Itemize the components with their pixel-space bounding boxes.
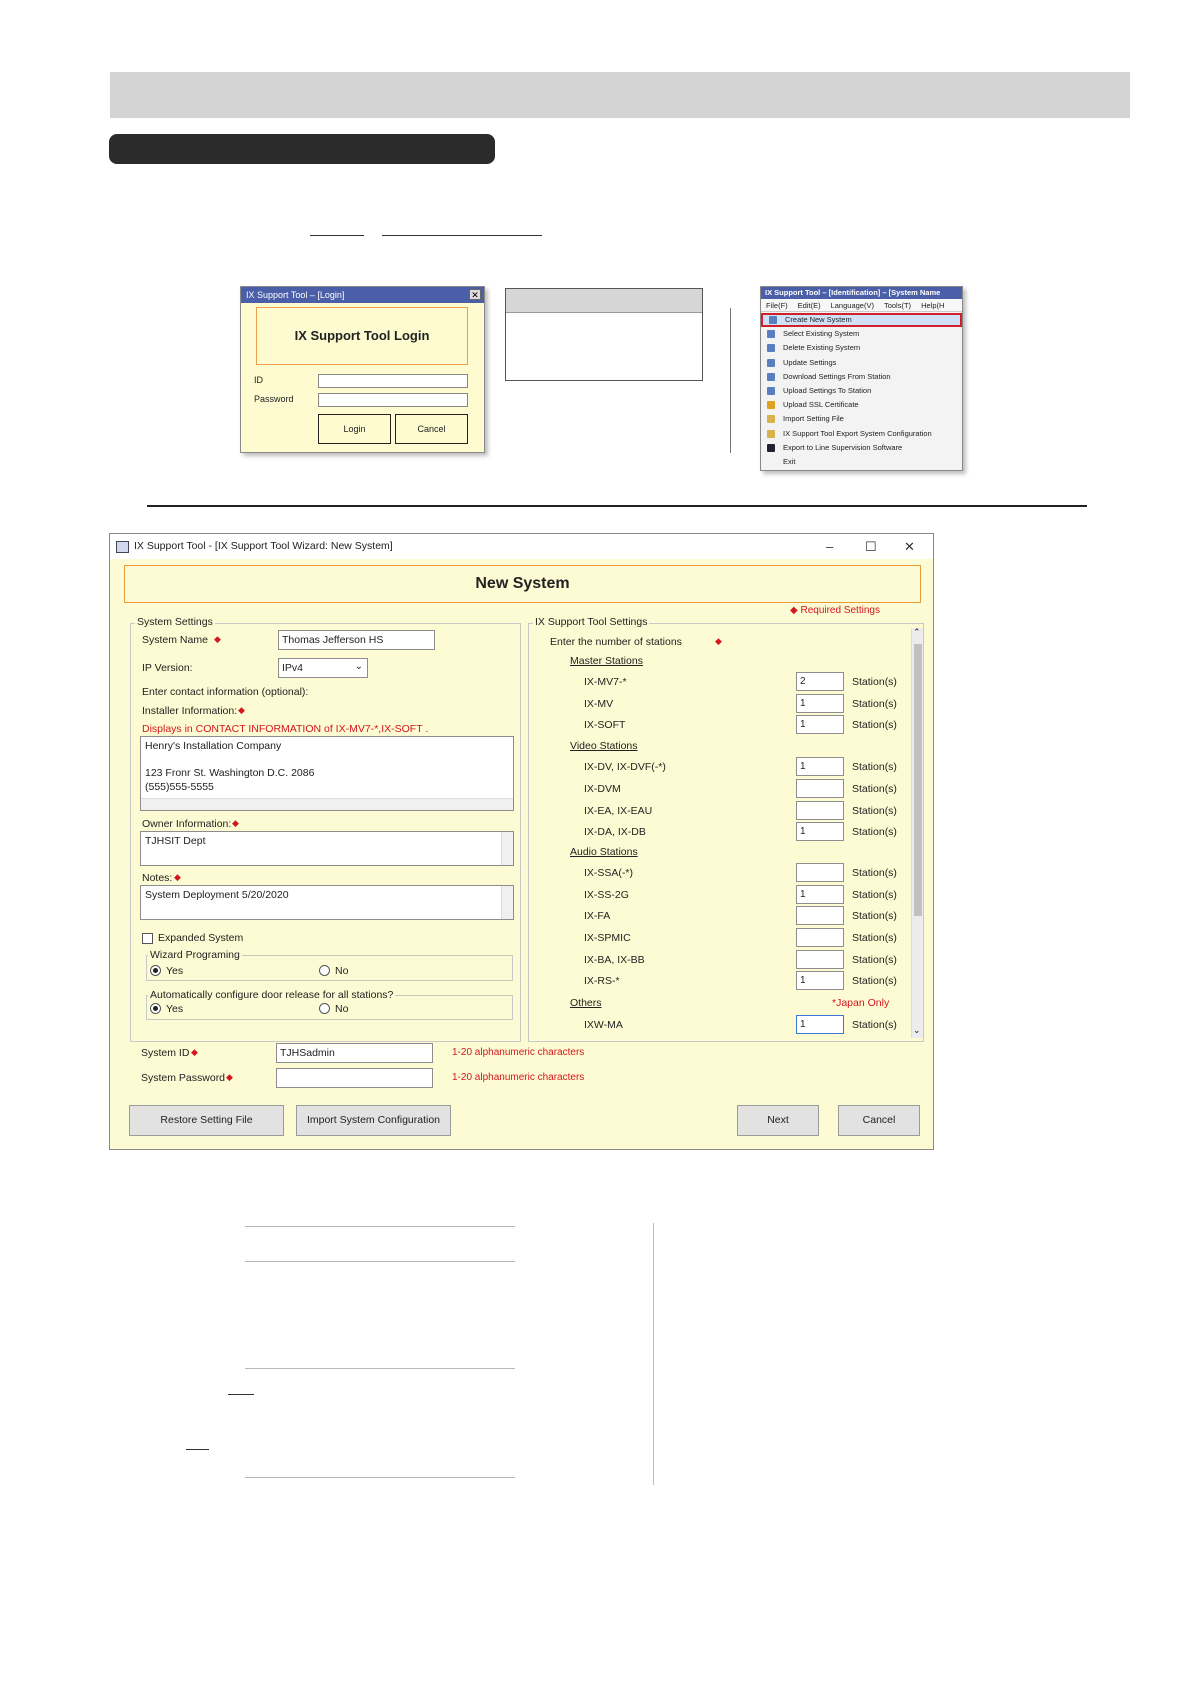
new-system-icon <box>769 316 777 324</box>
station-name: IX-DVM <box>584 783 621 795</box>
master-stations-header: Master Stations <box>570 655 643 667</box>
station-name: IX-RS-* <box>584 975 620 987</box>
table-rule <box>245 1226 515 1227</box>
exit-icon <box>767 458 775 466</box>
expanded-system-checkbox[interactable] <box>142 933 153 944</box>
expanded-system-label: Expanded System <box>158 932 244 944</box>
chevron-down-icon: ⌄ <box>354 661 363 672</box>
required-marker: ◆ <box>174 872 181 882</box>
menu-file[interactable]: File(F) <box>766 301 788 310</box>
underline-mark <box>310 235 364 236</box>
station-unit: Station(s) <box>852 719 897 731</box>
station-count-input[interactable]: 1 <box>796 1015 844 1034</box>
system-password-hint: 1-20 alphanumeric characters <box>452 1072 585 1083</box>
station-unit: Station(s) <box>852 761 897 773</box>
blank-panel-header <box>506 289 702 313</box>
door-release-no-radio[interactable] <box>319 1003 330 1014</box>
id-label: ID <box>254 375 263 385</box>
scroll-down-icon[interactable]: ⌄ <box>913 1025 921 1035</box>
menu-item-export-line-supervision[interactable]: Export to Line Supervision Software <box>761 441 962 455</box>
required-settings-note: ◆ Required Settings <box>790 605 880 616</box>
station-count-input[interactable] <box>796 906 844 925</box>
video-stations-header: Video Stations <box>570 740 638 752</box>
installer-info-textarea[interactable]: Henry's Installation Company 123 Fronr St. Washington D.C. 2086 (555)555-5555 <box>140 736 514 811</box>
menu-tools[interactable]: Tools(T) <box>883 301 912 310</box>
system-password-input[interactable] <box>276 1068 433 1088</box>
station-count-input[interactable]: 1 <box>796 757 844 776</box>
vertical-scrollbar[interactable] <box>501 886 513 919</box>
station-count-input[interactable]: 1 <box>796 715 844 734</box>
vertical-scrollbar[interactable] <box>501 832 513 865</box>
next-button[interactable]: Next <box>737 1105 819 1136</box>
contact-prompt: Enter contact information (optional): <box>142 686 309 698</box>
station-count-input[interactable]: 1 <box>796 971 844 990</box>
yes-label: Yes <box>166 965 184 977</box>
tool-settings-label: IX Support Tool Settings <box>535 616 648 628</box>
station-name: IX-DV, IX-DVF(-*) <box>584 761 666 773</box>
station-name: IXW-MA <box>584 1019 623 1031</box>
required-marker: ◆ <box>191 1047 198 1057</box>
station-unit: Station(s) <box>852 698 897 710</box>
station-unit: Station(s) <box>852 889 897 901</box>
station-unit: Station(s) <box>852 910 897 922</box>
notes-textarea[interactable]: System Deployment 5/20/2020 <box>140 885 514 920</box>
no-label: No <box>335 1003 349 1015</box>
no-label: No <box>335 965 349 977</box>
wizard-titlebar <box>110 534 933 559</box>
section-rule <box>147 505 1087 507</box>
wizard-programing-yes-radio[interactable] <box>150 965 161 976</box>
menu-item-create-new-system[interactable]: Create New System <box>761 313 962 327</box>
ip-version-label: IP Version: <box>142 662 193 674</box>
save-icon <box>767 359 775 367</box>
station-name: IX-FA <box>584 910 611 922</box>
login-button[interactable]: Login <box>318 414 391 444</box>
yes-label: Yes <box>166 1003 184 1015</box>
horizontal-scrollbar[interactable] <box>141 798 513 810</box>
installer-label: Installer Information: <box>142 705 238 717</box>
station-unit: Station(s) <box>852 932 897 944</box>
station-name: IX-SOFT <box>584 719 626 731</box>
blank-panel <box>505 288 703 381</box>
others-header: Others <box>570 997 602 1009</box>
minimize-icon[interactable]: – <box>826 539 834 554</box>
station-name: IX-MV7-* <box>584 676 627 688</box>
station-name: IX-SSA(-*) <box>584 867 634 879</box>
station-name: IX-EA, IX-EAU <box>584 805 653 817</box>
required-marker: ◆ <box>232 818 239 828</box>
owner-label: Owner Information: <box>142 818 232 830</box>
password-input[interactable] <box>318 393 468 407</box>
system-password-label: System Password <box>141 1072 226 1084</box>
upload-icon <box>767 387 775 395</box>
download-icon <box>767 373 775 381</box>
station-unit: Station(s) <box>852 676 897 688</box>
station-count-input[interactable]: 2 <box>796 672 844 691</box>
password-label: Password <box>254 394 294 404</box>
table-rule <box>245 1261 515 1262</box>
cancel-button[interactable]: Cancel <box>838 1105 920 1136</box>
underline-mark <box>228 1394 254 1395</box>
station-unit: Station(s) <box>852 867 897 879</box>
station-name: IX-BA, IX-BB <box>584 954 645 966</box>
wizard-programing-label: Wizard Programing <box>150 949 240 961</box>
menu-item-import-setting-file[interactable]: Import Setting File <box>761 412 962 426</box>
japan-only-note: *Japan Only <box>832 997 890 1009</box>
export-icon <box>767 444 775 452</box>
login-dialog <box>240 286 485 453</box>
table-rule <box>245 1477 515 1478</box>
login-titlebar <box>241 287 484 303</box>
menu-edit[interactable]: Edit(E) <box>797 301 821 310</box>
installer-hint: Displays in CONTACT INFORMATION of IX-MV7-*,IX-SOFT . <box>142 723 429 735</box>
station-name: IX-DA, IX-DB <box>584 826 646 838</box>
station-count-input[interactable] <box>796 928 844 947</box>
id-input[interactable] <box>318 374 468 388</box>
cancel-button[interactable]: Cancel <box>395 414 468 444</box>
divider <box>730 308 731 453</box>
door-release-label: Automatically configure door release for all stations? <box>150 989 394 1001</box>
delete-icon <box>767 344 775 352</box>
required-marker: ◆ <box>226 1072 233 1082</box>
app-icon <box>116 541 129 553</box>
ip-version-select[interactable]: IPv4 ⌄ <box>278 658 368 678</box>
station-name: IX-SS-2G <box>584 889 629 901</box>
station-count-input[interactable] <box>796 779 844 798</box>
station-name: IX-MV <box>584 698 614 710</box>
system-id-input[interactable]: TJHSadmin <box>276 1043 433 1063</box>
menu-item-upload-settings[interactable]: Upload Settings To Station <box>761 384 962 398</box>
section-heading-pill <box>109 134 495 164</box>
close-icon[interactable]: ✕ <box>469 289 481 300</box>
wizard-banner: New System <box>124 565 921 603</box>
export-icon <box>767 430 775 438</box>
station-unit: Station(s) <box>852 805 897 817</box>
station-count-input[interactable]: 1 <box>796 822 844 841</box>
station-count-input[interactable] <box>796 801 844 820</box>
scrollbar-thumb[interactable] <box>914 644 922 916</box>
audio-stations-header: Audio Stations <box>570 846 638 858</box>
required-marker: ◆ <box>214 634 221 644</box>
restore-setting-file-button[interactable]: Restore Setting File <box>129 1105 284 1136</box>
file-menu-titlebar: IX Support Tool – [Identification] – [System Name <box>761 287 962 299</box>
station-count-input[interactable]: 1 <box>796 694 844 713</box>
menubar <box>761 299 962 312</box>
menu-item-download-settings[interactable]: Download Settings From Station <box>761 370 962 384</box>
wizard-title: IX Support Tool - [IX Support Tool Wizard: New System] <box>134 540 393 552</box>
menu-help[interactable]: Help(H <box>921 301 945 310</box>
required-marker: ◆ <box>715 636 722 646</box>
station-unit: Station(s) <box>852 954 897 966</box>
header-band <box>110 72 1130 118</box>
stations-prompt: Enter the number of stations <box>550 636 682 648</box>
file-menu-items <box>761 312 962 469</box>
station-count-input[interactable] <box>796 863 844 882</box>
import-system-configuration-button[interactable]: Import System Configuration <box>296 1105 451 1136</box>
login-heading: IX Support Tool Login <box>256 307 468 365</box>
underline-mark <box>382 235 542 236</box>
door-release-yes-radio[interactable] <box>150 1003 161 1014</box>
menu-language[interactable]: Language(V) <box>830 301 874 310</box>
system-name-input[interactable]: Thomas Jefferson HS <box>278 630 435 650</box>
station-unit: Station(s) <box>852 783 897 795</box>
close-icon[interactable]: ✕ <box>904 539 915 554</box>
wizard-programing-no-radio[interactable] <box>319 965 330 976</box>
station-name: IX-SPMIC <box>584 932 631 944</box>
login-title: IX Support Tool – [Login] <box>246 290 345 300</box>
owner-info-textarea[interactable]: TJHSIT Dept <box>140 831 514 866</box>
scroll-up-icon[interactable]: ⌃ <box>913 627 921 637</box>
system-settings-label: System Settings <box>137 616 213 628</box>
station-unit: Station(s) <box>852 826 897 838</box>
menu-item-upload-ssl[interactable]: Upload SSL Certificate <box>761 398 962 412</box>
system-name-label: System Name <box>142 634 208 646</box>
menu-item-delete-existing-system[interactable]: Delete Existing System <box>761 341 962 355</box>
divider <box>653 1223 654 1485</box>
file-menu-window <box>760 286 963 471</box>
maximize-icon[interactable]: ☐ <box>865 539 877 554</box>
station-unit: Station(s) <box>852 975 897 987</box>
system-id-hint: 1-20 alphanumeric characters <box>452 1047 585 1058</box>
menu-item-select-existing-system[interactable]: Select Existing System <box>761 327 962 341</box>
folder-icon <box>767 415 775 423</box>
station-count-input[interactable] <box>796 950 844 969</box>
lock-icon <box>767 401 775 409</box>
menu-item-exit[interactable]: Exit <box>761 455 962 469</box>
underline-mark <box>186 1449 209 1450</box>
menu-item-export-system-configuration[interactable]: IX Support Tool Export System Configuration <box>761 427 962 441</box>
station-count-input[interactable]: 1 <box>796 885 844 904</box>
select-icon <box>767 330 775 338</box>
station-unit: Station(s) <box>852 1019 897 1031</box>
table-rule <box>245 1368 515 1369</box>
menu-item-update-settings[interactable]: Update Settings <box>761 356 962 370</box>
system-id-label: System ID <box>141 1047 190 1059</box>
required-marker: ◆ <box>238 705 245 715</box>
notes-label: Notes: <box>142 872 173 884</box>
stations-scrollbar[interactable] <box>911 628 923 1038</box>
